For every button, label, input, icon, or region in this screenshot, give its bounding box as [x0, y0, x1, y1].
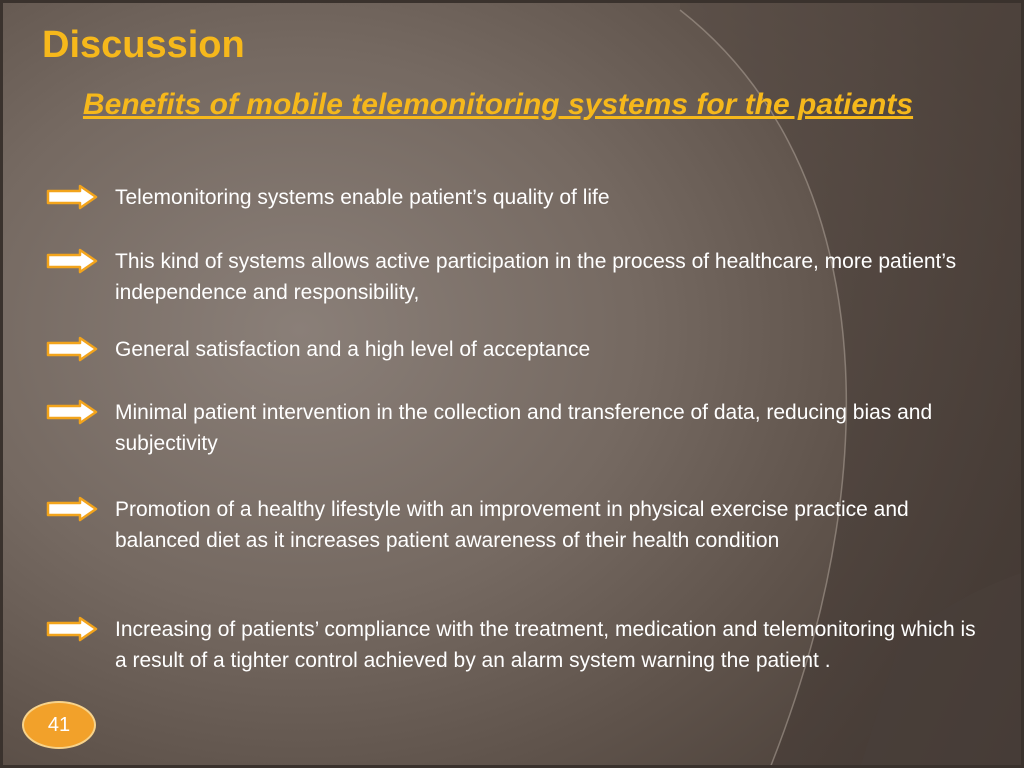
right-arrow-icon	[46, 496, 98, 522]
bullet-text: This kind of systems allows active participation in the process of healthcare, more patient’s independence and responsibility,	[115, 250, 957, 304]
bullet-text: General satisfaction and a high level of acceptance	[115, 338, 591, 361]
slide-title: Discussion	[42, 24, 245, 66]
right-arrow-icon	[46, 399, 98, 425]
bullet-text: Telemonitoring systems enable patient’s quality of life	[115, 186, 610, 209]
right-arrow-icon	[46, 336, 98, 362]
page-number: 41	[47, 713, 71, 736]
bullet-text: Minimal patient intervention in the collection and transference of data, reducing bias and subjectivity	[115, 401, 933, 455]
right-arrow-icon	[46, 616, 98, 642]
bullet-text: Promotion of a healthy lifestyle with an improvement in physical exercise practice and balanced diet as it increases patient awareness of their health condition	[115, 498, 909, 552]
bullet-text: Increasing of patients’ compliance with the treatment, medication and telemonitoring which is a result of a tighter control achieved by an alarm system warning the patient .	[115, 618, 976, 672]
right-arrow-icon	[46, 184, 98, 210]
slide-subtitle: Benefits of mobile telemonitoring systems for the patients	[82, 88, 914, 121]
page-number-badge	[22, 701, 96, 749]
right-arrow-icon	[46, 248, 98, 274]
